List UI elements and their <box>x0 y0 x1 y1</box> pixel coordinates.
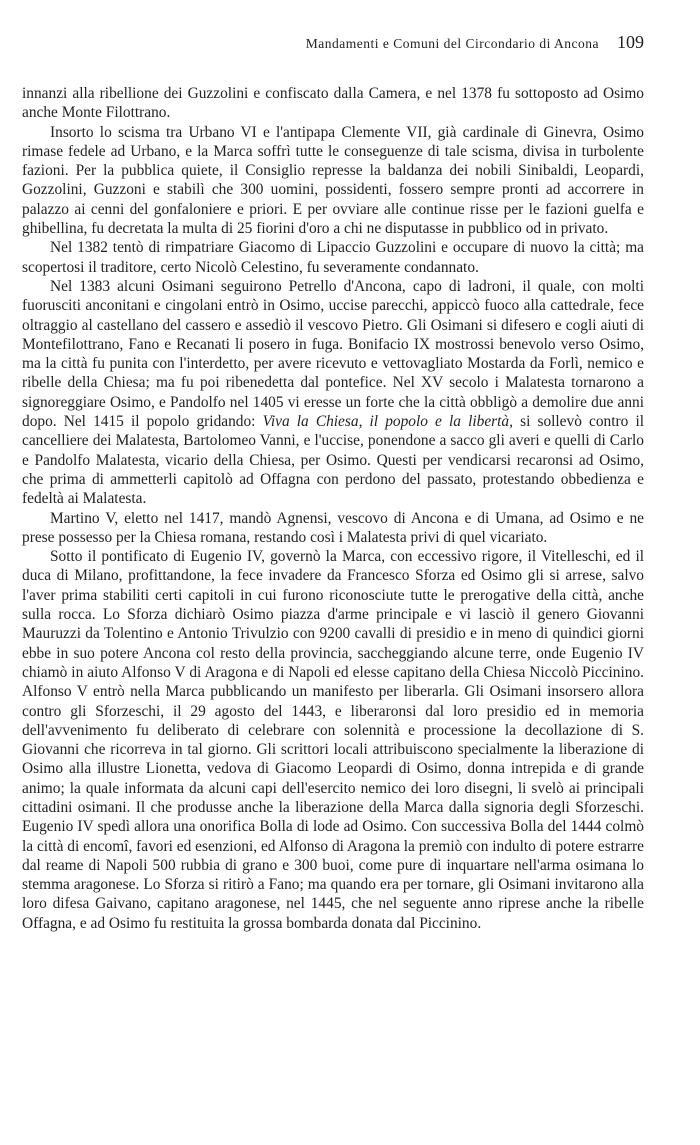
body-text <box>22 84 644 933</box>
paragraph-3: Nel 1382 tentò di rimpatriare Giacomo di Lipaccio Guzzolini e occupare di nuovo la città; ma scopertosi il traditore, certo Nicolò Celestino, fu severamente condannato. <box>22 239 644 276</box>
header-title: Mandamenti e Comuni del Circondario di Ancona <box>305 36 599 51</box>
paragraph-2: Insorto lo scisma tra Urbano VI e l'antipapa Clemente VII, già cardinale di Ginevra, Osimo rimase fedele ad Urbano, e la Marca soffrì tutte le conseguenze di tale scisma, divisa in turbolente fazioni. Per la pubblica quiete, il Consiglio represse la baldanza dei nobili Sinibaldi, Leopardi, Gozzolini, Guzzoni e stabilì che 300 uomini, possidenti, fossero sempre pronti ad accorrere in palazzo ai cenni del gonfaloniere e priori. E per ovviare alle continue risse per le fazioni guelfa e ghibellina, fu decretata la multa di 25 fiorini d'oro a chi ne disputasse in pubblico od in privato. <box>22 123 644 238</box>
paragraph-4-part-1: Nel 1383 alcuni Osimani seguirono Petrello d'Ancona, capo di ladroni, il quale, con molti fuorusciti anconitani e cingolani entrò in Osimo, uccise parecchi, appiccò fuoco alla cattedrale, fece oltraggio al castellano del cassero e assediò il vescovo Pietro. Gli Osimani si difesero e cogli aiuti di Montefilottrano, Fano e Recanati li posero in fuga. Bonifacio IX mostrossi benevolo verso Osimo, ma la città fu punita con l'interdetto, per avere ricevuto e vettovagliato Mostarda da Forlì, nemico e ribelle della Chiesa; ma fu poi ribenedetta dal pontefice. Nel XV secolo i Malatesta tornarono a signoreggiare Osimo, e Pandolfo nel 1405 vi eresse un forte che la città obbligò a demolire due anni dopo. Nel 1415 il popolo gridando: <box>22 277 644 431</box>
paragraph-5: Martino V, eletto nel 1417, mandò Agnensi, vescovo di Ancona e di Umana, ad Osimo e ne prese possesso per la Chiesa romana, restando così i Malatesta privi di quel vicariato. <box>22 509 644 546</box>
page-number: 109 <box>617 32 644 52</box>
running-header <box>22 32 644 64</box>
paragraph-6: Sotto il pontificato di Eugenio IV, governò la Marca, con eccessivo rigore, il Vitelleschi, ed il duca di Milano, profittandone, la fece invadere da Francesco Sforza ed Osimo gli si arrese, salvo l'aver prima stabiliti certi capitoli in cui furono riconosciute tutte le prerogative della città, anche sulla rocca. Lo Sforza dichiarò Osimo piazza d'arme principale e vi lasciò il genero Giovanni Mauruzzi da Tolentino e Antonio Trivulzio con 9200 cavalli di presidio e in meno di quindici giorni ebbe in suo potere Ancona col resto della provincia, saccheggiando alcune terre, onde Eugenio IV chiamò in aiuto Alfonso V di Aragona e di Napoli ed elesse capitano della Chiesa Niccolò Piccinino. Alfonso V entrò nella Marca pubblicando un manifesto per liberarla. Gli Osimani insorsero allora contro gli Sforzeschi, il 29 agosto del 1443, e liberaronsi dal loro presidio ed in memoria dell'avvenimento fu deliberato di celebrare con solennità e processione la decollazione di S. Giovanni che ricorreva in tal giorno. Gli scrittori locali attribuiscono specialmente la liberazione di Osimo alla illustre Lionetta, vedova di Giacomo Leopardi di Osimo, donna intrepida e di grande animo; la quale informata da alcuni capi dell'esercito nemico dei loro disegni, li svelò ai principali cittadini osimani. Il che produsse anche la liberazione della Marca dalla signoria degli Sforzeschi. Eugenio IV spedì allora una onorifica Bolla di lode ad Osimo. Con successiva Bolla del 1444 colmò la città di encomî, favori ed esenzioni, ed Alfonso di Aragona la premiò con indulto di potere estrarre dal reame di Napoli 500 rubbia di grano e 300 buoi, come pure di inquartare nell'arma osimana lo stemma aragonese. Lo Sforza si ritirò a Fano; ma quando era per tornare, gli Osimani invitarono alla loro difesa Gaivano, capitano aragonese, nel 1445, che nel seguente anno riprese anche la ribelle Offagna, e ad Osimo fu restituita la grossa bombarda donata dal Piccinino. <box>22 548 644 932</box>
paragraph-4-italic-quote: Viva la Chiesa, il popolo e la libertà, <box>262 413 513 431</box>
page <box>22 32 644 933</box>
paragraph-1: innanzi alla ribellione dei Guzzolini e confiscato dalla Camera, e nel 1378 fu sottoposto ad Osimo anche Monte Filottrano. <box>22 85 644 122</box>
paragraph-4 <box>22 277 644 509</box>
paragraph-4-part-2: si sollevò contro il cancelliere dei Malatesta, Bartolomeo Vanni, e l'uccise, ponendone a sacco gli averi e quelli di Carlo e Pandolfo Malatesta, vicario della Chiesa, per Osimo. Questi per vendicarsi recaronsi ad Osimo, che prima di ammetterli capitolò ad Offagna con perdono del passato, protestando obbedienza e fedeltà ai Malatesta. <box>22 413 644 508</box>
